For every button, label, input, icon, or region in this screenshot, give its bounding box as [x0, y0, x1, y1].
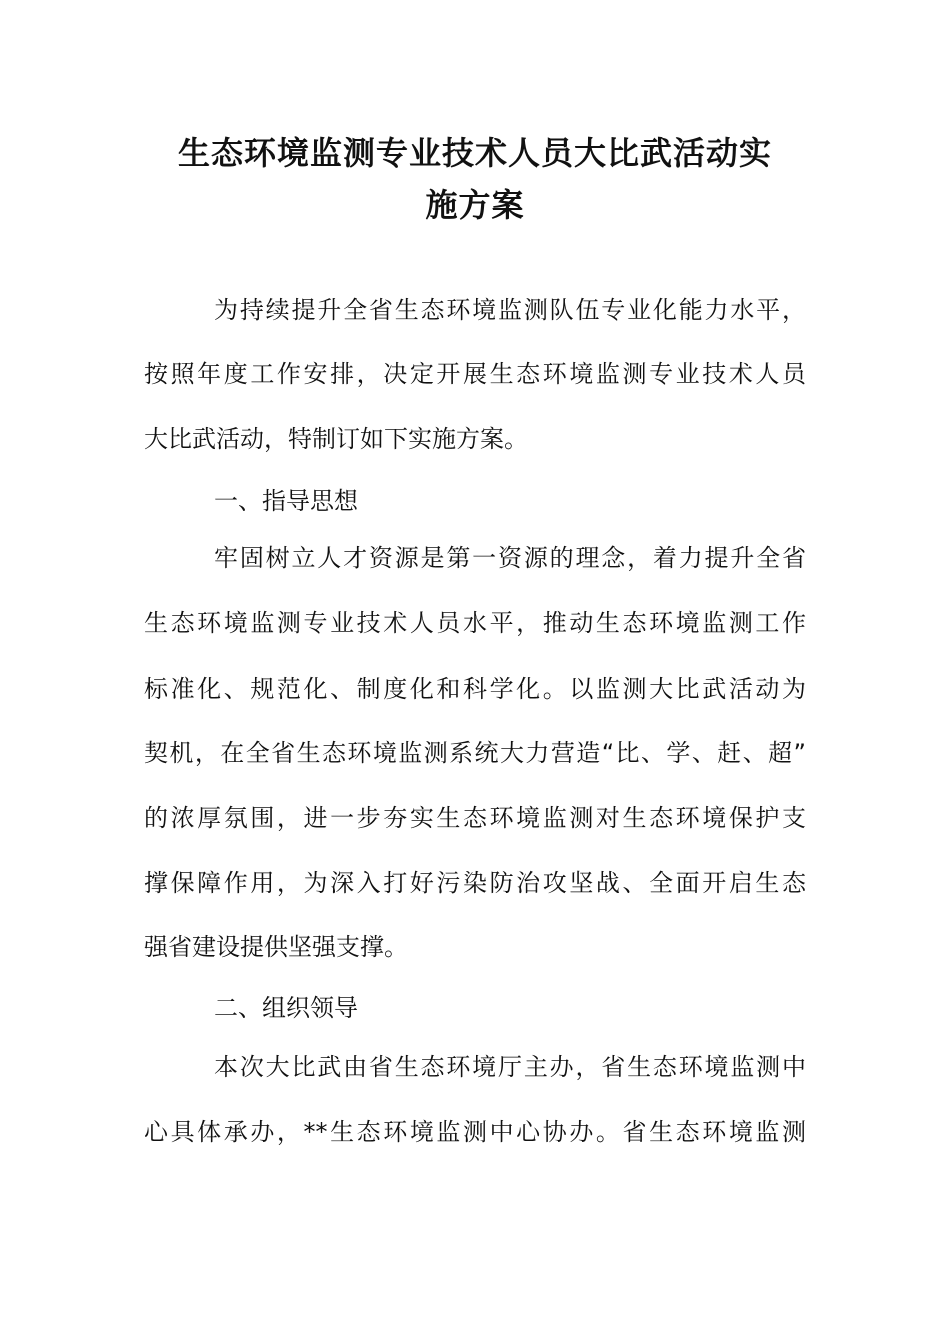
paragraph-line: 契机，在全省生态环境监测系统大力营造“比、学、赶、超” [144, 739, 806, 767]
document-title-line-1: 生态环境监测专业技术人员大比武活动实 [177, 134, 772, 172]
paragraph-line: 撑保障作用，为深入打好污染防治攻坚战、全面开启生态 [144, 869, 806, 897]
paragraph-line: 标准化、规范化、制度化和科学化。以监测大比武活动为 [144, 675, 806, 703]
paragraph-line: 本次大比武由省生态环境厅主办，省生态环境监测中 [214, 1053, 806, 1081]
paragraph-line: 牢固树立人才资源是第一资源的理念，着力提升全省 [214, 544, 806, 572]
paragraph-line: 强省建设提供坚强支撑。 [144, 933, 408, 961]
paragraph-line: 心具体承办，**生态环境监测中心协办。省生态环境监测 [144, 1118, 806, 1146]
paragraph-line: 大比武活动，特制订如下实施方案。 [144, 425, 528, 453]
section-heading: 一、指导思想 [214, 487, 358, 515]
section-heading: 二、组织领导 [214, 994, 358, 1022]
paragraph-line: 生态环境监测专业技术人员水平，推动生态环境监测工作 [144, 609, 806, 637]
paragraph-line: 按照年度工作安排，决定开展生态环境监测专业技术人员 [144, 360, 806, 388]
document-title-line-2: 施方案 [425, 186, 525, 224]
paragraph-line: 的浓厚氛围，进一步夯实生态环境监测对生态环境保护支 [144, 804, 806, 832]
paragraph-line: 为持续提升全省生态环境监测队伍专业化能力水平， [214, 296, 806, 324]
